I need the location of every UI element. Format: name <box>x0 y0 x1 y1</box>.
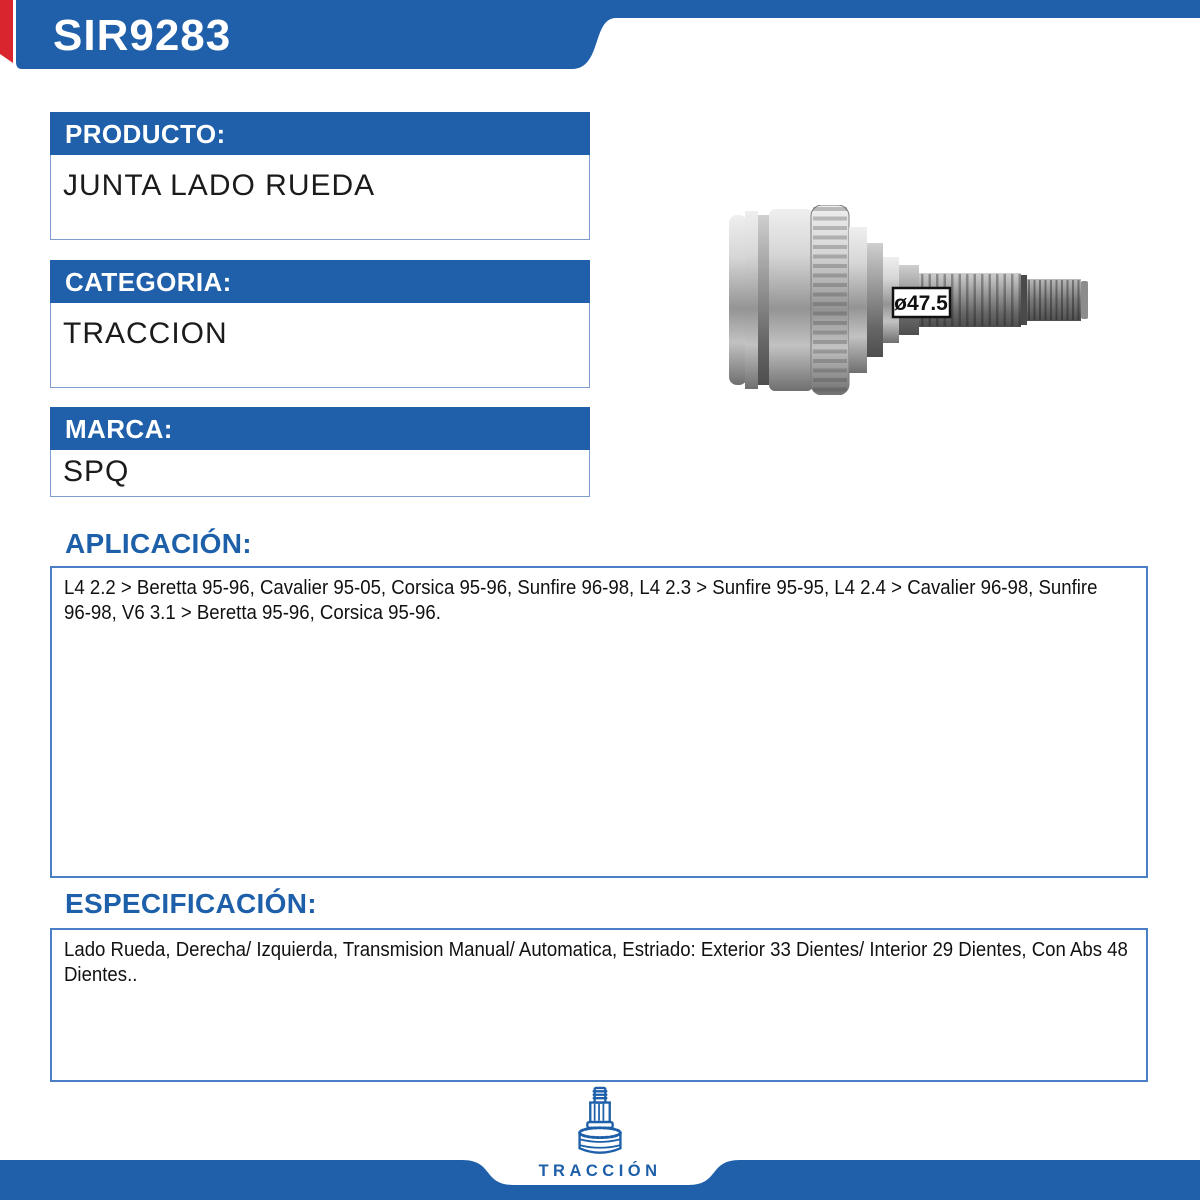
application-box <box>50 566 1148 878</box>
diameter-label: ø47.5 <box>894 292 948 315</box>
abs-tone-ring <box>811 205 849 395</box>
footer-bar-shape <box>0 1160 1200 1200</box>
product-card <box>50 112 590 240</box>
product-label: PRODUCTO: <box>50 112 590 155</box>
brand-card <box>50 407 590 497</box>
cv-joint-icon <box>572 1086 628 1158</box>
category-value: TRACCION <box>50 303 590 388</box>
red-accent-shape <box>0 0 13 63</box>
sku-title: SIR9283 <box>53 11 232 60</box>
cv-joint-photo <box>715 205 1090 395</box>
product-value: JUNTA LADO RUEDA <box>50 155 590 240</box>
brand-value: SPQ <box>50 450 590 497</box>
bell-cap <box>729 215 747 385</box>
specification-title: ESPECIFICACIÓN: <box>65 888 317 919</box>
brand-label: MARCA: <box>50 407 590 450</box>
category-card <box>50 260 590 388</box>
specification-text: Lado Rueda, Derecha/ Izquierda, Transmision Manual/ Automatica, Estriado: Exterior 33 Dientes/ Interior 29 Dientes, Con Abs 48 Dientes.. <box>64 939 1128 986</box>
specification-box <box>50 928 1148 1082</box>
footer-category-label: TRACCIÓN <box>538 1162 662 1180</box>
category-label: CATEGORIA: <box>50 260 590 303</box>
application-title: APLICACIÓN: <box>65 528 252 559</box>
application-text: L4 2.2 > Beretta 95-96, Cavalier 95-05, Corsica 95-96, Sunfire 96-98, L4 2.3 > Sunfire 95-95, L4 2.4 > Cavalier 96-98, Sunfire 96-98, V6 3.1 > Beretta 95-96, Corsica 95-96. <box>64 577 1098 624</box>
